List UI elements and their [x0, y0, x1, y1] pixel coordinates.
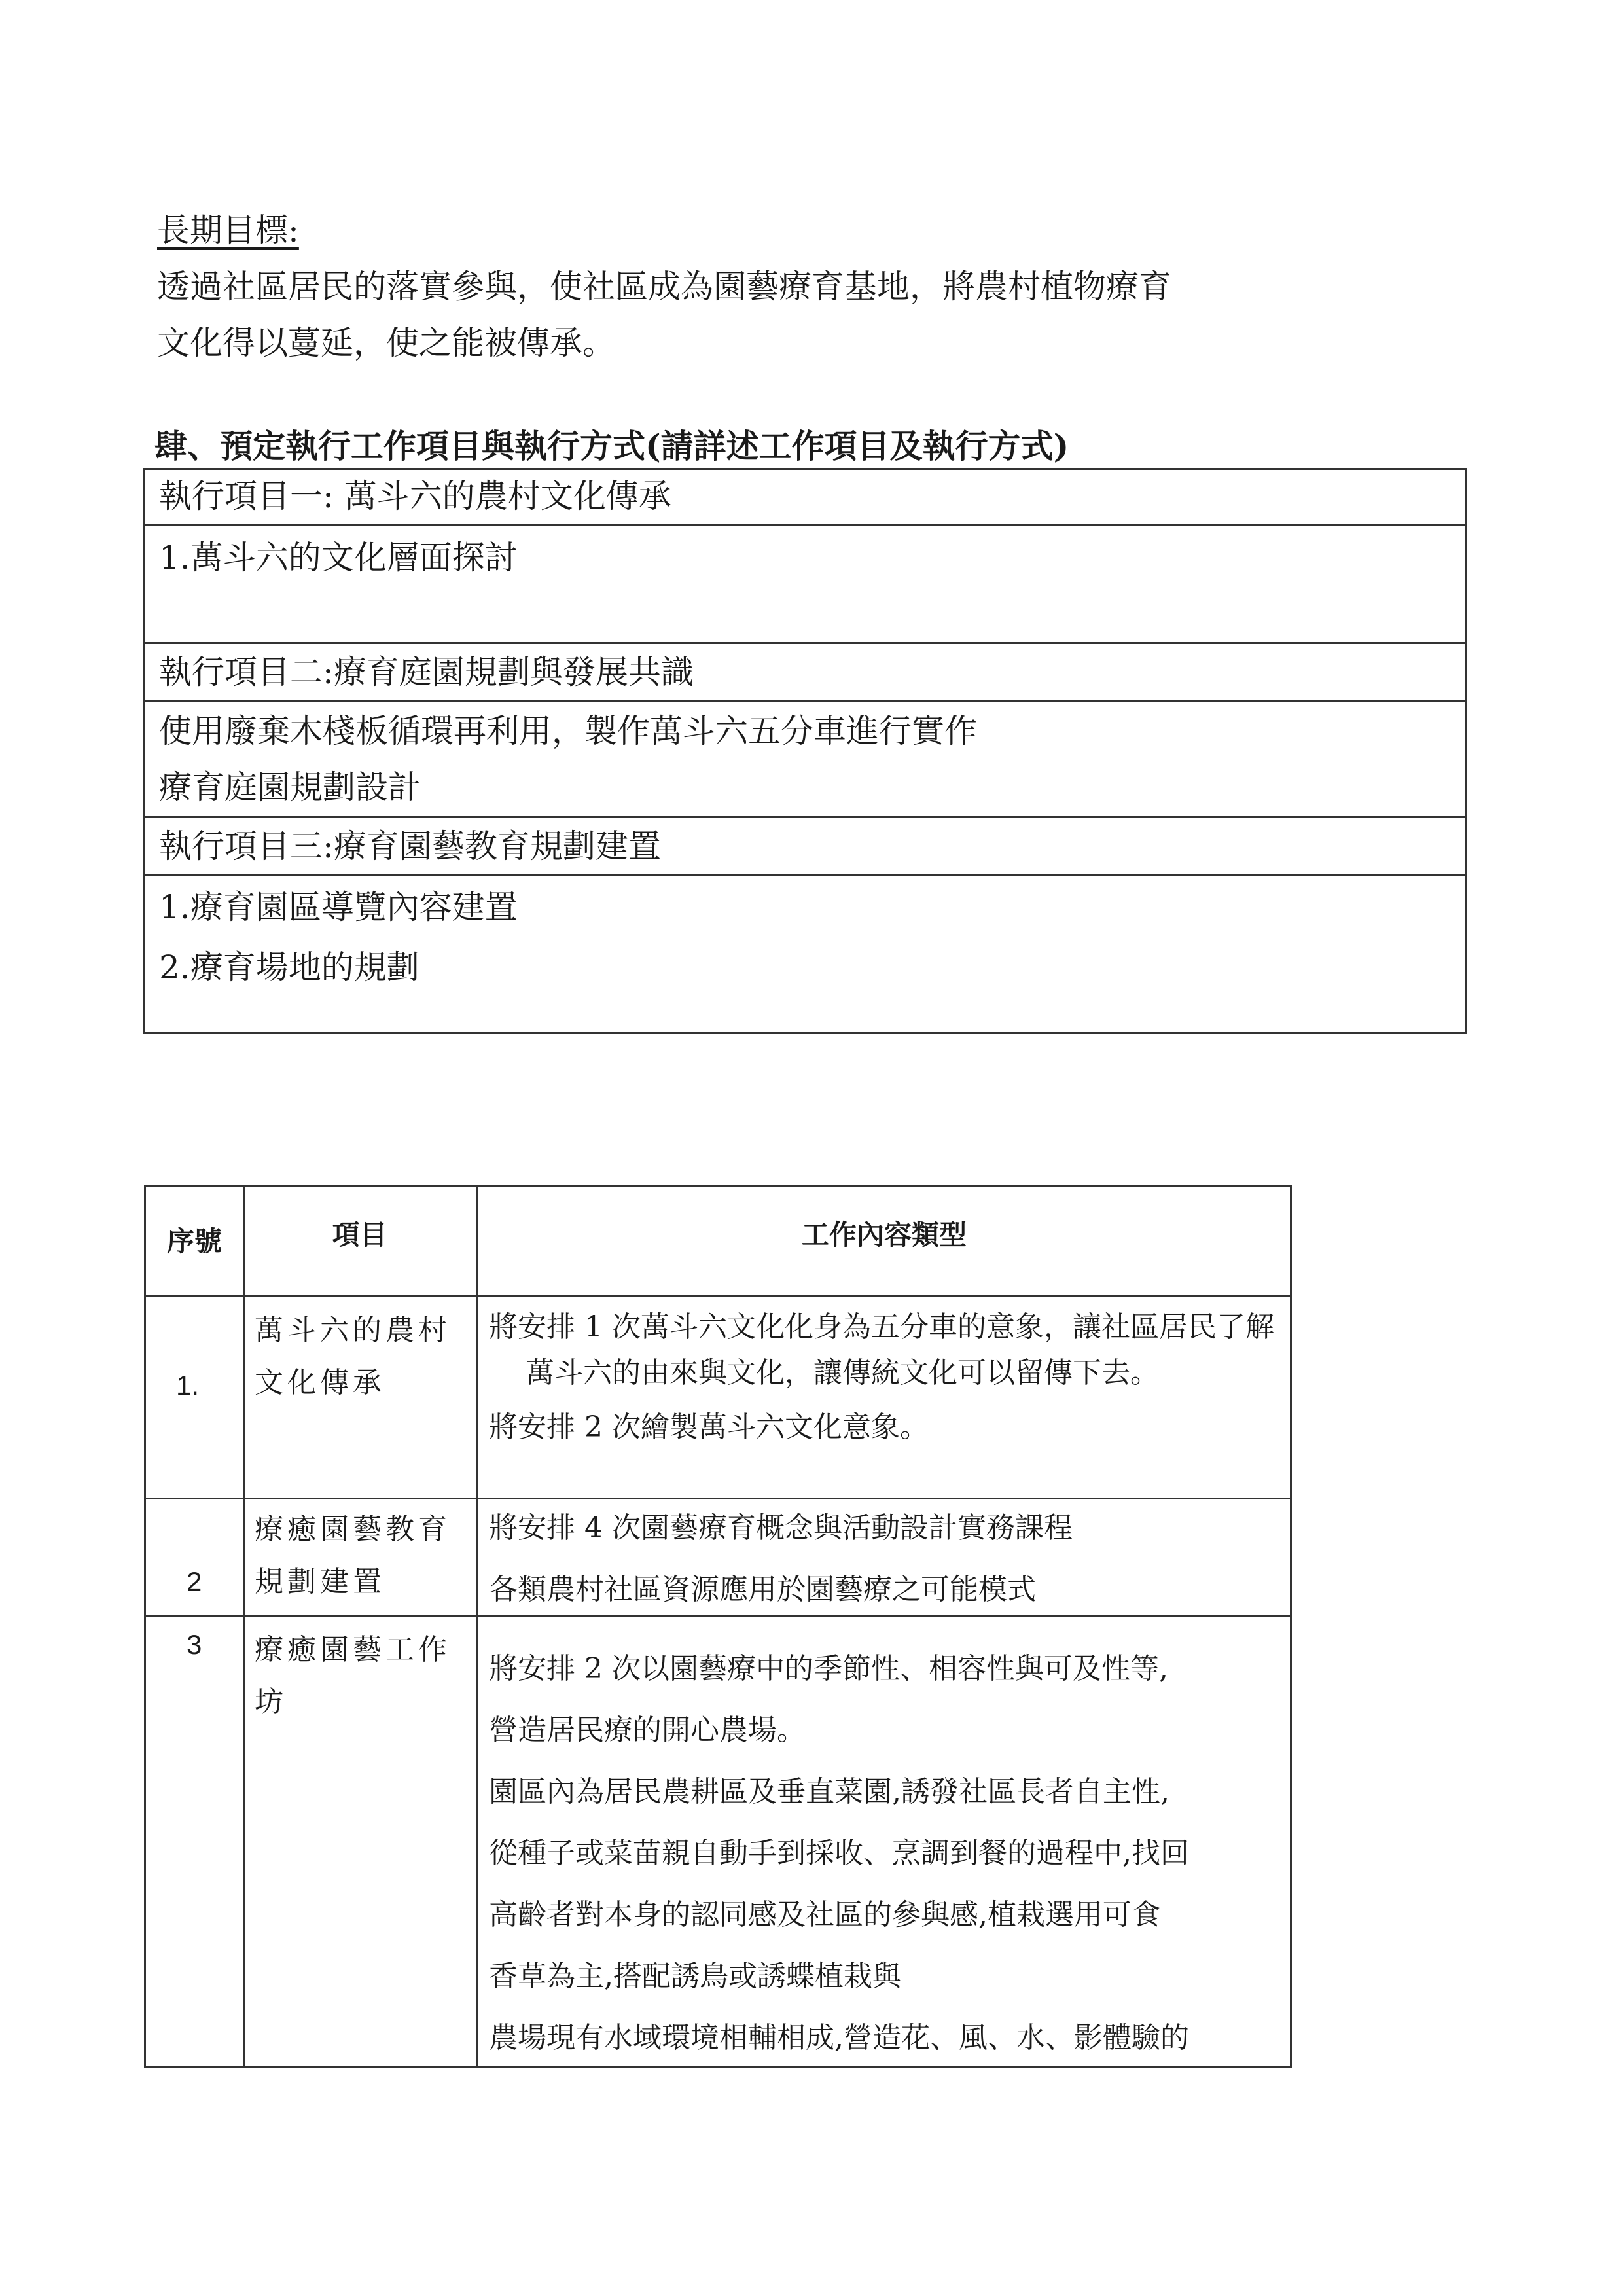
header-seq: 序號	[166, 1225, 222, 1257]
work-item-3-title	[145, 818, 1465, 876]
row-2-content-1: 將安排 4 次園藝療育概念與活動設計實務課程	[489, 1511, 1073, 1545]
section-4-heading: 肆、預定執行工作項目與執行方式(請詳述工作項目及執行方式)	[154, 427, 1069, 465]
goal-heading: 長期目標:	[157, 211, 299, 249]
work-content-table	[144, 1185, 1292, 2068]
row-3-content-3: 園區內為居民農耕區及垂直菜園,誘發社區長者自主性,	[489, 1775, 1169, 1808]
goal-body	[157, 259, 1374, 371]
work-item-3-detail-2: 2.療育場地的規劃	[159, 948, 419, 986]
goal-line-1: 透過社區居民的落實參與，使社區成為園藝療育基地，將農村植物療育	[157, 268, 1171, 306]
row-3-content-1: 將安排 2 次以園藝療中的季節性、相容性與可及性等,	[489, 1652, 1168, 1685]
table-header-divider	[146, 1295, 1290, 1297]
work-item-2-detail-2: 療育庭園規劃設計	[159, 768, 421, 806]
header-item: 項目	[332, 1219, 387, 1251]
row-3-seq: 3	[187, 1629, 202, 1660]
row-1-content-2: 將安排 2 次繪製萬斗六文化意象。	[489, 1410, 929, 1444]
work-items-box	[143, 468, 1467, 1034]
work-item-3-title-text: 執行項目三:療育園藝教育規劃建置	[159, 827, 661, 865]
row-2-content-2: 各類農村社區資源應用於園藝療之可能模式	[489, 1573, 1036, 1606]
table-col-divider-2	[476, 1187, 478, 2066]
work-item-1-title-text: 執行項目一: 萬斗六的農村文化傳承	[159, 477, 671, 515]
work-item-1-detail-1: 1.萬斗六的文化層面探討	[159, 539, 518, 577]
row-1-seq: 1.	[176, 1370, 200, 1401]
row-3-content-6: 香草為主,搭配誘鳥或誘蝶植栽與	[489, 1960, 901, 1993]
table-col-divider-1	[243, 1187, 245, 2066]
row-3-content-7: 農場現有水域環境相輔相成,營造花、風、水、影體驗的	[489, 2021, 1189, 2054]
row-2-content	[489, 1507, 1274, 1611]
row-2-seq: 2	[187, 1566, 202, 1597]
work-item-1-details	[145, 526, 1465, 644]
goal-line-2: 文化得以蔓延，使之能被傳承。	[157, 324, 615, 362]
work-item-1-title	[145, 470, 1465, 526]
work-item-3-details	[145, 876, 1465, 1032]
work-item-2-details	[145, 702, 1465, 818]
header-content: 工作內容類型	[801, 1219, 967, 1251]
row-1-content	[489, 1304, 1274, 1448]
row-2-item: 療癒園藝教育規劃建置	[255, 1513, 451, 1598]
work-item-2-title	[145, 644, 1465, 702]
row-3-item: 療癒園藝工作坊	[255, 1633, 451, 1719]
table-row-divider-1	[146, 1498, 1290, 1499]
work-item-2-title-text: 執行項目二:療育庭園規劃與發展共識	[159, 653, 694, 691]
work-item-3-detail-1: 1.療育園區導覽內容建置	[159, 888, 518, 926]
row-3-content	[489, 1638, 1287, 2068]
row-1-item: 萬斗六的農村文化傳承	[255, 1314, 451, 1399]
row-1-content-1: 將安排 1 次萬斗六文化化身為五分車的意象，讓社區居民了解萬斗六的由來與文化，讓傳統文化可以留傳下去。	[489, 1310, 1274, 1390]
row-3-content-2: 營造居民療的開心農場。	[489, 1713, 806, 1747]
table-row-divider-2	[146, 1615, 1290, 1617]
row-3-content-4: 從種子或菜苗親自動手到採收、烹調到餐的過程中,找回	[489, 1837, 1189, 1870]
row-3-content-5: 高齡者對本身的認同感及社區的參與感,植栽選用可食	[489, 1898, 1160, 1931]
work-item-2-detail-1: 使用廢棄木棧板循環再利用，製作萬斗六五分車進行實作	[159, 712, 977, 750]
